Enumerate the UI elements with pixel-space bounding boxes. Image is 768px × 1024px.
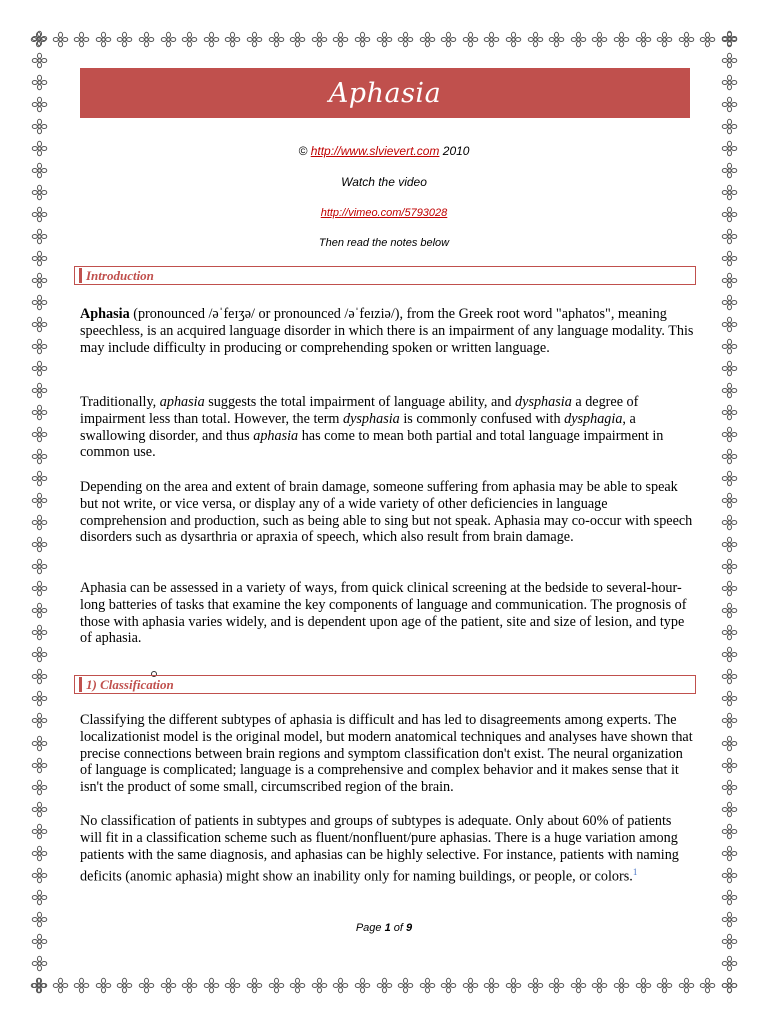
flower-ornament-icon xyxy=(505,31,522,48)
flower-ornament-icon xyxy=(31,140,48,157)
flower-ornament-icon xyxy=(721,492,738,509)
text-run: Traditionally, xyxy=(80,394,160,410)
flower-ornament-icon xyxy=(31,779,48,796)
flower-ornament-icon xyxy=(224,31,241,48)
subtypes-text: No classification of patients in subtypes and groups of subtypes is adequate. Only about 60% of patients will fit in a classification scheme such as fluent/nonfluent/pure aphasias. There is a huge variation among patients with the same diagnosis, and aphasias can be highly selective. For instance, patients with naming deficits (anomic aphasia) might show an inability only for naming buildings, or people, or colors. xyxy=(80,813,679,886)
flower-ornament-icon xyxy=(721,470,738,487)
current-page: 1 xyxy=(384,922,391,934)
flower-ornament-icon xyxy=(31,867,48,884)
flower-ornament-icon xyxy=(31,360,48,377)
page-border-top xyxy=(30,28,738,50)
flower-ornament-icon xyxy=(721,536,738,553)
flower-ornament-icon xyxy=(721,448,738,465)
flower-ornament-icon xyxy=(246,977,263,994)
italic-term: dysphagia xyxy=(564,410,623,427)
flower-ornament-icon xyxy=(721,580,738,597)
flower-ornament-icon xyxy=(721,668,738,685)
section-title-introduction: Introduction xyxy=(86,267,154,283)
flower-ornament-icon xyxy=(31,646,48,663)
flower-ornament-icon xyxy=(52,31,69,48)
text-run: , a swallowing disorder, and thus xyxy=(80,410,636,444)
flower-ornament-icon xyxy=(721,845,738,862)
flower-ornament-icon xyxy=(548,977,565,994)
flower-ornament-icon xyxy=(721,250,738,267)
flower-ornament-icon xyxy=(397,977,414,994)
flower-ornament-icon xyxy=(721,823,738,840)
footnote-ref xyxy=(633,864,638,878)
flower-ornament-icon xyxy=(721,933,738,950)
flower-ornament-icon xyxy=(721,52,738,69)
flower-ornament-icon xyxy=(354,977,371,994)
flower-ornament-icon xyxy=(31,492,48,509)
flower-ornament-icon xyxy=(116,977,133,994)
flower-ornament-icon xyxy=(721,514,738,531)
copyright-year: 2010 xyxy=(442,144,470,158)
flower-ornament-icon xyxy=(73,977,90,994)
paragraph-classification: Classifying the different subtypes of aphasia is difficult and has led to disagreements among experts. The localizationist model is the original model, but modern anatomical techniques and analyses have shown that precise connections between brain regions and symptom classification don't exist. The neural organization of language is complicated; language is a comprehensive and complex behavior and it makes sense that it isn't the product of some small, circumscribed region of the brain. xyxy=(80,712,693,796)
term-aphasia: Aphasia xyxy=(80,306,130,322)
flower-ornament-icon xyxy=(31,294,48,311)
flower-ornament-icon xyxy=(31,228,48,245)
copyright-symbol: © xyxy=(298,144,308,158)
flower-ornament-icon xyxy=(31,735,48,752)
flower-ornament-icon xyxy=(160,31,177,48)
flower-ornament-icon xyxy=(483,31,500,48)
flower-ornament-icon xyxy=(721,712,738,729)
flower-ornament-icon xyxy=(570,31,587,48)
paragraph-assessment: Aphasia can be assessed in a variety of ways, from quick clinical screening at the bedside to several-hour-long batteries of tasks that examine the key components of language and communication. The prognosis of those with aphasia varies widely, and is dependent upon age of the patient, site and size of lesion, and type of aphasia. xyxy=(80,580,687,647)
flower-ornament-icon xyxy=(31,118,48,135)
flower-ornament-icon xyxy=(31,845,48,862)
flower-ornament-icon xyxy=(31,580,48,597)
flower-ornament-icon xyxy=(721,690,738,707)
flower-ornament-icon xyxy=(440,977,457,994)
copyright-line xyxy=(56,144,712,158)
flower-ornament-icon xyxy=(721,338,738,355)
flower-ornament-icon xyxy=(721,867,738,884)
flower-ornament-icon xyxy=(721,382,738,399)
flower-ornament-icon xyxy=(31,30,48,47)
flower-ornament-icon xyxy=(224,977,241,994)
flower-ornament-icon xyxy=(721,779,738,796)
flower-ornament-icon xyxy=(548,31,565,48)
flower-ornament-icon xyxy=(678,977,695,994)
flower-ornament-icon xyxy=(31,448,48,465)
flower-ornament-icon xyxy=(138,31,155,48)
flower-ornament-icon xyxy=(354,31,371,48)
flower-ornament-icon xyxy=(31,404,48,421)
flower-ornament-icon xyxy=(289,31,306,48)
flower-ornament-icon xyxy=(397,31,414,48)
flower-ornament-icon xyxy=(31,889,48,906)
flower-ornament-icon xyxy=(699,31,716,48)
flower-ornament-icon xyxy=(31,74,48,91)
flower-ornament-icon xyxy=(31,757,48,774)
paragraph-subtypes xyxy=(80,813,696,886)
flower-ornament-icon xyxy=(721,977,738,994)
total-pages: 9 xyxy=(406,922,413,934)
flower-ornament-icon xyxy=(332,977,349,994)
flower-ornament-icon xyxy=(31,712,48,729)
paragraph-brain-damage: Depending on the area and extent of brain damage, someone suffering from aphasia may be able to speak but not write, or vice versa, or display any of a wide variety of other deficiencies in language comprehension and production, such as being able to sing but not speak. Aphasia may co-occur with speech disorders such as dysarthria or apraxia of speech, which also result from brain damage. xyxy=(80,479,693,546)
flower-ornament-icon xyxy=(376,31,393,48)
flower-ornament-icon xyxy=(570,977,587,994)
flower-ornament-icon xyxy=(138,977,155,994)
watch-video-text: Watch the video xyxy=(341,175,427,189)
page-border-right xyxy=(718,30,740,994)
italic-term: dysphasia xyxy=(343,410,400,427)
italic-term: aphasia xyxy=(159,394,205,410)
page-number-footer xyxy=(56,922,712,934)
flower-ornament-icon xyxy=(31,823,48,840)
flower-ornament-icon xyxy=(311,977,328,994)
document-page xyxy=(56,56,712,968)
flower-ornament-icon xyxy=(721,96,738,113)
flower-ornament-icon xyxy=(721,294,738,311)
section-title-classification: 1) Classification xyxy=(86,676,174,692)
flower-ornament-icon xyxy=(721,558,738,575)
flower-ornament-icon xyxy=(462,31,479,48)
flower-ornament-icon xyxy=(95,31,112,48)
flower-ornament-icon xyxy=(31,955,48,972)
flower-ornament-icon xyxy=(527,977,544,994)
paragraph-definition xyxy=(80,306,696,356)
flower-ornament-icon xyxy=(721,757,738,774)
page-border-bottom xyxy=(30,974,738,996)
flower-ornament-icon xyxy=(721,184,738,201)
flower-ornament-icon xyxy=(721,955,738,972)
flower-ornament-icon xyxy=(52,977,69,994)
flower-ornament-icon xyxy=(31,624,48,641)
flower-ornament-icon xyxy=(635,977,652,994)
flower-ornament-icon xyxy=(440,31,457,48)
flower-ornament-icon xyxy=(31,690,48,707)
flower-ornament-icon xyxy=(31,933,48,950)
flower-ornament-icon xyxy=(289,977,306,994)
flower-ornament-icon xyxy=(656,31,673,48)
flower-ornament-icon xyxy=(31,250,48,267)
section-accent xyxy=(79,268,82,283)
flower-ornament-icon xyxy=(181,31,198,48)
text-run: a degree of impairment less than total. However, the term xyxy=(80,394,639,427)
text-run: has come to mean both partial and total language impairment in common use. xyxy=(80,427,664,461)
flower-ornament-icon xyxy=(721,426,738,443)
flower-ornament-icon xyxy=(31,668,48,685)
flower-ornament-icon xyxy=(31,977,48,994)
flower-ornament-icon xyxy=(203,977,220,994)
flower-ornament-icon xyxy=(721,206,738,223)
flower-ornament-icon xyxy=(721,228,738,245)
read-notes-text: Then read the notes below xyxy=(318,237,450,249)
flower-ornament-icon xyxy=(721,624,738,641)
flower-ornament-icon xyxy=(721,316,738,333)
flower-ornament-icon xyxy=(73,31,90,48)
flower-ornament-icon xyxy=(527,31,544,48)
flower-ornament-icon xyxy=(31,206,48,223)
page-border-left xyxy=(28,30,50,994)
document-title: Aphasia xyxy=(328,77,442,109)
section-heading-introduction xyxy=(74,266,696,285)
flower-ornament-icon xyxy=(721,360,738,377)
text-run: is commonly confused with xyxy=(399,410,565,427)
section-heading-classification xyxy=(74,675,696,694)
flower-ornament-icon xyxy=(721,404,738,421)
flower-ornament-icon xyxy=(31,558,48,575)
footnote-link[interactable]: 1 xyxy=(632,867,638,878)
flower-ornament-icon xyxy=(31,338,48,355)
paragraph-terminology xyxy=(80,394,696,461)
flower-ornament-icon xyxy=(31,602,48,619)
flower-ornament-icon xyxy=(31,536,48,553)
flower-ornament-icon xyxy=(721,162,738,179)
flower-ornament-icon xyxy=(721,911,738,928)
flower-ornament-icon xyxy=(160,977,177,994)
page-word: Page xyxy=(355,922,382,934)
flower-ornament-icon xyxy=(31,514,48,531)
flower-ornament-icon xyxy=(721,889,738,906)
flower-ornament-icon xyxy=(311,31,328,48)
flower-ornament-icon xyxy=(721,735,738,752)
flower-ornament-icon xyxy=(31,911,48,928)
flower-ornament-icon xyxy=(95,977,112,994)
definition-text: (pronounced /əˈfeɪʒə/ or pronounced /əˈfeɪziə/), from the Greek root word "aphatos", meaning speechless, is an acquired language disorder in which there is an impairment of any language modality. This may include difficulty in producing or comprehending spoken or written language. xyxy=(80,306,694,356)
flower-ornament-icon xyxy=(31,470,48,487)
flower-ornament-icon xyxy=(591,977,608,994)
flower-ornament-icon xyxy=(31,801,48,818)
flower-ornament-icon xyxy=(419,31,436,48)
section-accent xyxy=(79,677,82,692)
flower-ornament-icon xyxy=(721,602,738,619)
flower-ornament-icon xyxy=(332,31,349,48)
flower-ornament-icon xyxy=(613,31,630,48)
flower-ornament-icon xyxy=(635,31,652,48)
flower-ornament-icon xyxy=(246,31,263,48)
flower-ornament-icon xyxy=(268,31,285,48)
flower-ornament-icon xyxy=(462,977,479,994)
flower-ornament-icon xyxy=(505,977,522,994)
video-link[interactable]: http://vimeo.com/5793028 xyxy=(320,207,448,219)
flower-ornament-icon xyxy=(181,977,198,994)
flower-ornament-icon xyxy=(721,801,738,818)
flower-ornament-icon xyxy=(31,426,48,443)
flower-ornament-icon xyxy=(31,382,48,399)
flower-ornament-icon xyxy=(591,31,608,48)
flower-ornament-icon xyxy=(31,52,48,69)
flower-ornament-icon xyxy=(31,96,48,113)
flower-ornament-icon xyxy=(613,977,630,994)
title-banner xyxy=(80,68,690,118)
copyright-link[interactable]: http://www.slvievert.com xyxy=(310,144,440,158)
flower-ornament-icon xyxy=(31,272,48,289)
flower-ornament-icon xyxy=(203,31,220,48)
flower-ornament-icon xyxy=(116,31,133,48)
flower-ornament-icon xyxy=(376,977,393,994)
flower-ornament-icon xyxy=(31,162,48,179)
flower-ornament-icon xyxy=(419,977,436,994)
text-run: suggests the total impairment of language ability, and xyxy=(204,394,516,410)
flower-ornament-icon xyxy=(268,977,285,994)
flower-ornament-icon xyxy=(31,316,48,333)
flower-ornament-icon xyxy=(31,184,48,201)
flower-ornament-icon xyxy=(678,31,695,48)
flower-ornament-icon xyxy=(721,30,738,47)
video-link-line xyxy=(56,207,712,219)
italic-term: dysphasia xyxy=(515,394,572,410)
flower-ornament-icon xyxy=(721,646,738,663)
flower-ornament-icon xyxy=(699,977,716,994)
flower-ornament-icon xyxy=(656,977,673,994)
of-word: of xyxy=(393,922,403,934)
flower-ornament-icon xyxy=(721,74,738,91)
italic-term: aphasia xyxy=(253,427,299,444)
flower-ornament-icon xyxy=(721,140,738,157)
flower-ornament-icon xyxy=(483,977,500,994)
flower-ornament-icon xyxy=(721,272,738,289)
flower-ornament-icon xyxy=(721,118,738,135)
